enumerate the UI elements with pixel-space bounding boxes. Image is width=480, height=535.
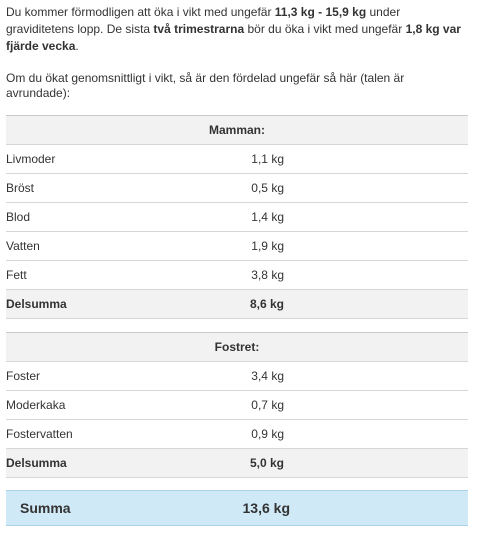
weight-rate: 1,8 kg var fjärde vecka [6, 22, 461, 53]
table-row [6, 145, 468, 174]
row-name: Fostervatten [6, 420, 226, 449]
intro-text-2: under graviditetens lopp. De sista [6, 5, 401, 36]
row-spacer [284, 362, 468, 391]
intro-text-1: Du kommer förmodligen att öka i vikt med ungefär [6, 5, 275, 19]
table-row [6, 232, 468, 261]
row-value: 0,9 kg [226, 420, 284, 449]
row-value: 3,4 kg [226, 362, 284, 391]
subtotal-label: Delsumma [6, 449, 226, 478]
subtotal-value: 8,6 kg [226, 290, 284, 319]
table-row [6, 391, 468, 420]
distribution-intro: Om du ökat genomsnittligt i vikt, så är den fördelad ungefär så här (talen är avrundade): [6, 71, 405, 100]
row-name: Bröst [6, 174, 226, 203]
row-spacer [284, 261, 468, 290]
row-spacer [284, 290, 468, 319]
table-row [6, 174, 468, 203]
row-value: 0,5 kg [226, 174, 284, 203]
row-spacer [284, 145, 468, 174]
row-value: 0,7 kg [226, 391, 284, 420]
total-row [6, 490, 468, 526]
row-spacer [284, 420, 468, 449]
row-value: 3,8 kg [226, 261, 284, 290]
subtotal-value: 5,0 kg [226, 449, 284, 478]
row-name: Livmoder [6, 145, 226, 174]
intro-text-3: bör du öka i vikt med ungefär [244, 22, 406, 36]
intro-paragraph [6, 4, 468, 55]
trimesters-text: två trimestrarna [153, 22, 245, 36]
mother-header: Mamman: [6, 116, 468, 145]
row-name: Foster [6, 362, 226, 391]
table-row [6, 261, 468, 290]
subtotal-label: Delsumma [6, 290, 226, 319]
row-spacer [284, 391, 468, 420]
row-name: Fett [6, 261, 226, 290]
weight-range: 11,3 kg - 15,9 kg [274, 5, 367, 19]
table-row [6, 420, 468, 449]
mother-subtotal-row [6, 290, 468, 319]
row-name: Blod [6, 203, 226, 232]
row-spacer [284, 232, 468, 261]
row-name: Moderkaka [6, 391, 226, 420]
row-value: 1,9 kg [226, 232, 284, 261]
intro-text-4: . [75, 39, 79, 53]
row-value: 1,1 kg [226, 145, 284, 174]
table-row [6, 203, 468, 232]
fetus-header-row [6, 333, 468, 362]
total-label: Summa [20, 500, 71, 516]
row-name: Vatten [6, 232, 226, 261]
fetus-subtotal-row [6, 449, 468, 478]
row-value: 1,4 kg [226, 203, 284, 232]
row-spacer [284, 449, 468, 478]
table-row [6, 362, 468, 391]
fetus-header: Fostret: [6, 333, 468, 362]
fetus-weight-table [6, 332, 468, 478]
row-spacer [284, 174, 468, 203]
row-spacer [284, 203, 468, 232]
total-value: 13,6 kg [242, 500, 290, 516]
mother-weight-table [6, 115, 468, 319]
mother-header-row [6, 116, 468, 145]
